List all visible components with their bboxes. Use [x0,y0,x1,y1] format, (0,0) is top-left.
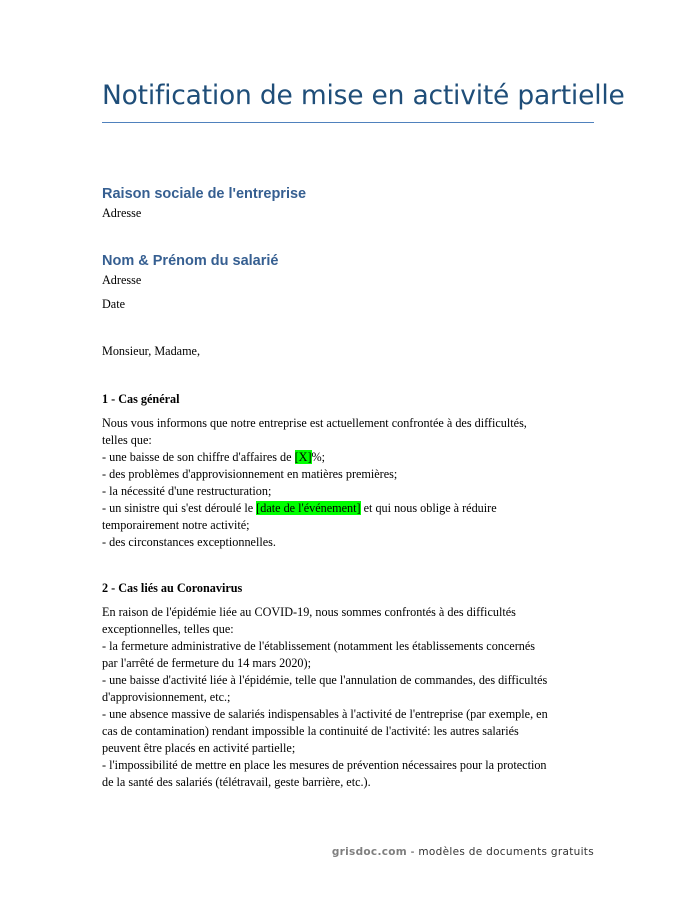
percentage-placeholder: [X] [294,450,312,464]
company-name-heading: Raison sociale de l'entreprise [102,186,307,202]
page-footer [332,846,594,858]
section2-heading: 2 - Cas liés au Coronavirus [102,581,243,595]
section1-intro-line: telles que: [102,433,152,447]
section1-item-restructuring: - la nécessité d'une restructuration; [102,484,272,498]
section2-line: cas de contamination) rendant impossible la continuité de l'activité: les autres salariés [102,724,519,738]
section1-item-supply: - des problèmes d'approvisionnement en matières premières; [102,467,398,481]
page-title: Notification de mise en activité partielle [102,80,625,111]
title-underline [102,122,594,123]
section2-body [102,604,597,791]
employee-address: Adresse [102,273,142,287]
section2-line: d'approvisionnement, etc.; [102,690,231,704]
company-address: Adresse [102,206,142,220]
section2-line: - l'impossibilité de mettre en place les mesures de prévention nécessaires pour la protection [102,758,547,772]
footer-tagline: - modèles de documents gratuits [407,846,594,858]
item-text: %; [311,450,326,464]
section2-line: - une baisse d'activité liée à l'épidémie, telle que l'annulation de commandes, des difficultés [102,673,548,687]
section2-line: En raison de l'épidémie liée au COVID-19, nous sommes confrontés à des difficultés [102,605,516,619]
section1-item-disaster-cont: temporairement notre activité; [102,518,250,532]
section1-intro-line: Nous vous informons que notre entreprise est actuellement confrontée à des difficultés, [102,416,527,430]
letter-date: Date [102,297,126,311]
section2-line: peuvent être placés en activité partielle; [102,741,296,755]
section1-heading: 1 - Cas général [102,392,180,406]
section1-body [102,415,597,551]
section1-item-disaster [102,500,597,517]
footer-site-link[interactable]: grisdoc.com [331,846,408,858]
event-date-placeholder: [date de l'événement] [256,501,361,515]
section2-line: par l'arrêté de fermeture du 14 mars 2020); [102,656,311,670]
section2-line: exceptionnelles, telles que: [102,622,234,636]
employee-name-heading: Nom & Prénom du salarié [102,253,279,269]
section2-line: de la santé des salariés (télétravail, geste barrière, etc.). [102,775,371,789]
item-text: - un sinistre qui s'est déroulé le [102,501,257,515]
section2-line: - une absence massive de salariés indispensables à l'activité de l'entreprise (par exemple, en [102,707,548,721]
item-text: et qui nous oblige à réduire [360,501,497,515]
item-text: - une baisse de son chiffre d'affaires de [102,450,295,464]
section1-item-exceptional: - des circonstances exceptionnelles. [102,535,276,549]
section2-line: - la fermeture administrative de l'établissement (notamment les établissements concernés [102,639,536,653]
salutation: Monsieur, Madame, [102,344,201,358]
section1-item-revenue [102,449,597,466]
